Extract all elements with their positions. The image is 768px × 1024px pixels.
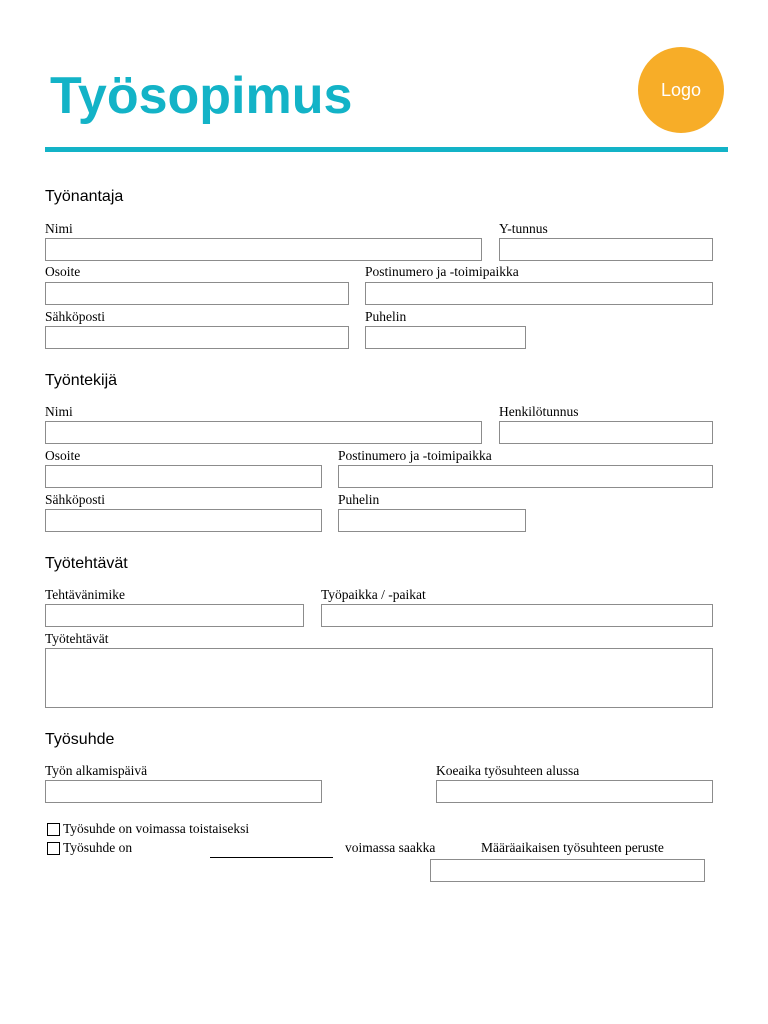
logo-label: Logo — [660, 79, 702, 100]
valid-until-label: voimassa saakka — [345, 840, 436, 855]
employer-email-label: Sähköposti — [45, 309, 106, 324]
employer-phone-label: Puhelin — [365, 309, 407, 324]
employer-name-label: Nimi — [45, 221, 73, 236]
employee-phone-field[interactable] — [338, 509, 526, 532]
job-title-field[interactable] — [45, 604, 304, 627]
employee-name-label: Nimi — [45, 404, 73, 419]
employee-email-field[interactable] — [45, 509, 322, 532]
header-divider — [45, 147, 728, 152]
employee-phone-label: Puhelin — [338, 492, 380, 507]
employer-postal-field[interactable] — [365, 282, 713, 305]
trial-period-label: Koeaika työsuhteen alussa — [436, 763, 580, 778]
logo — [638, 47, 724, 133]
employee-name-field[interactable] — [45, 421, 482, 444]
section-heading-tyonantaja: Työnantaja — [45, 188, 124, 205]
employer-name-field[interactable] — [45, 238, 482, 261]
employer-business-id-field[interactable] — [499, 238, 713, 261]
employer-phone-field[interactable] — [365, 326, 526, 349]
section-heading-tyotehtavat: Työtehtävät — [45, 555, 128, 572]
fixed-term-checkbox[interactable] — [47, 842, 60, 855]
employee-email-label: Sähköposti — [45, 492, 106, 507]
fixed-term-label: Työsuhde on — [63, 840, 133, 855]
end-date-line[interactable] — [210, 857, 333, 858]
permanent-checkbox[interactable] — [47, 823, 60, 836]
employer-address-field[interactable] — [45, 282, 349, 305]
start-date-label: Työn alkamispäivä — [45, 763, 148, 778]
page-title: Työsopimus — [50, 67, 353, 125]
workplace-field[interactable] — [321, 604, 713, 627]
employer-postal-label: Postinumero ja -toimipaikka — [365, 264, 519, 279]
permanent-label: Työsuhde on voimassa toistaiseksi — [63, 821, 250, 836]
trial-period-field[interactable] — [436, 780, 713, 803]
employee-postal-field[interactable] — [338, 465, 713, 488]
workplace-label: Työpaikka / -paikat — [321, 587, 426, 602]
employee-personal-id-label: Henkilötunnus — [499, 404, 579, 419]
employee-personal-id-field[interactable] — [499, 421, 713, 444]
employee-postal-label: Postinumero ja -toimipaikka — [338, 448, 492, 463]
fixed-term-reason-label: Määräaikaisen työsuhteen peruste — [481, 840, 664, 855]
employer-address-label: Osoite — [45, 264, 81, 279]
employer-email-field[interactable] — [45, 326, 349, 349]
employer-business-id-label: Y-tunnus — [499, 221, 548, 236]
fixed-term-reason-field[interactable] — [430, 859, 705, 882]
start-date-field[interactable] — [45, 780, 322, 803]
employee-address-field[interactable] — [45, 465, 322, 488]
job-title-label: Tehtävänimike — [45, 587, 126, 602]
job-duties-label: Työtehtävät — [45, 631, 109, 646]
employee-address-label: Osoite — [45, 448, 81, 463]
job-duties-field[interactable] — [45, 648, 713, 708]
section-heading-tyosuhde: Työsuhde — [45, 731, 115, 748]
section-heading-tyontekija: Työntekijä — [45, 372, 118, 389]
